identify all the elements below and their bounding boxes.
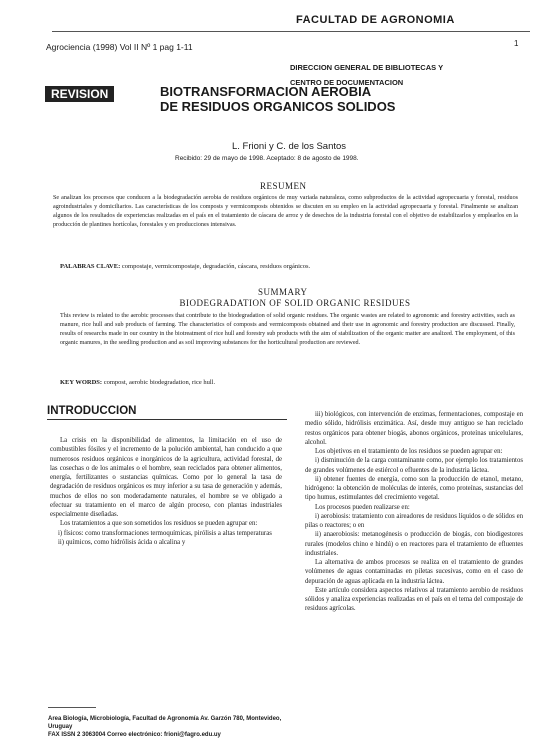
keywords-en-list: compost, aerobic biodegradation, rice hull.	[102, 379, 216, 386]
intro-paragraph: i) disminución de la carga contaminante como, por ejemplo los tratamientos de grandes volúmenes de estiércol o efluentes de la industria láctea.	[305, 457, 523, 474]
intro-list-item: ii) químicos, como hidrólisis ácida o alcalina y	[58, 538, 186, 546]
keywords-es	[60, 263, 520, 270]
title-line-1: BIOTRANSFORMACION AEROBIA	[160, 84, 372, 99]
summary-subheading: BIODEGRADATION OF SOLID ORGANIC RESIDUES	[179, 298, 411, 308]
resumen-heading: RESUMEN	[260, 181, 307, 191]
intro-rule	[47, 419, 287, 420]
summary-text: This review is related to the aerobic processes that contribute to the biodegradation of solid organic residues. The organic wastes are related to agronomic and forestry activities, such as manure, rice hull and sub products of farming. The characteristics of composts and vermicomposts obtained and their use in agronomic and forestry production are discussed. Finally, results of researchs made in our country in the biotreatment of rice hull and forestry sub products with the aim of stabilization of the organic matter are analized. The employment, of this organic manures, in the seedling production and as soil improving substances for the horticultural production are reviewed.	[60, 313, 515, 346]
intro-paragraph: Los tratamientos a que son sometidos los residuos se pueden agrupar en:	[60, 520, 258, 528]
author-affiliation	[48, 715, 288, 739]
library-line-2: CENTRO DE DOCUMENTACION	[290, 78, 404, 87]
summary-heading: SUMMARY	[258, 287, 308, 297]
keywords-es-label: PALABRAS CLAVE:	[60, 263, 121, 270]
intro-left-column	[50, 436, 282, 547]
intro-right-column	[305, 410, 523, 614]
affiliation-line-2: FAX ISSN 2 3063004 Correo electrónico: frioni@fagro.edu.uy	[48, 732, 221, 738]
intro-paragraph: iii) biológicos, con intervención de enzimas, fermentaciones, compostaje en medio sólido, hidrólisis enzimática. Así, desde muy antiguo se han reciclado restos orgánicos para obtener biogás, abonos orgánicos, proteínas unicelulares, alcohol.	[305, 411, 523, 446]
intro-heading: INTRODUCCION	[47, 405, 137, 417]
intro-paragraph: ii) anaerobiosis: metanogénesis o producción de biogás, con biodigestores rurales (modelos chino e hindú) o en reactores para el tratamiento de efluentes industriales.	[305, 531, 523, 557]
page-number: 1	[514, 39, 519, 48]
intro-paragraph: Los procesos pueden realizarse en:	[315, 503, 410, 511]
keywords-es-list: compostaje, vermicompostaje, degradación, cáscara, residuos orgánicos.	[120, 263, 311, 270]
footnote-rule	[48, 707, 96, 708]
intro-paragraph: ii) obtener fuentes de energía, como son la producción de etanol, metano, hidrógeno: la obtención de moléculas de interés, como proteínas, sustancias del tipo humus, estimulantes del crecimiento vegetal.	[305, 475, 523, 502]
received-dates: Recibido: 29 de mayo de 1998. Aceptado: 8 de agosto de 1998.	[175, 155, 359, 162]
affiliation-line-1: Area Biología, Microbiología, Facultad de Agronomía Av. Garzón 780, Montevideo, Uruguay	[48, 716, 282, 730]
title-line-2: DE RESIDUOS ORGANICOS SOLIDOS	[160, 99, 396, 114]
keywords-en	[60, 379, 520, 386]
authors: L. Frioni y C. de los Santos	[232, 141, 347, 152]
faculty-name: FACULTAD DE AGRONOMIA	[296, 14, 455, 26]
library-line-1: DIRECCION GENERAL DE BIBLIOTECAS Y	[290, 63, 444, 72]
header-rule	[52, 31, 530, 32]
intro-list-item: i) físicos: como transformaciones termoquímicas, pirólisis a altas temperaturas	[58, 529, 272, 537]
intro-paragraph: Este artículo considera aspectos relativos al tratamiento aerobio de residuos sólidos y analiza experiencias realizadas en el país en el tema del compostaje de residuos agrícolas.	[305, 586, 523, 613]
intro-paragraph: i) aerobiosis: tratamiento con aireadores de residuos líquidos o de sólidos en pilas o reactores; o en	[305, 512, 523, 529]
keywords-en-label: KEY WORDS:	[60, 379, 103, 386]
intro-paragraph: La alternativa de ambos procesos se realiza en el tratamiento de grandes volúmenes de aguas contaminadas en piletas sucesivas, como en el caso de depuración de aguas aplicada en la industria láctea.	[305, 559, 523, 585]
intro-paragraph: La crisis en la disponibilidad de alimentos, la limitación en el uso de combustibles fósiles y el incremento de la polución ambiental, han conducido a que numerosos residuos orgánicos e inorgánicos de la agricultura, actividad forestal, de las cosechas o de los animales o el hombre, sean reciclados para obtener alimentos, energía, fertilizantes o sustancias químicas. Como por lo general la tasa de degradación de residuos orgánicos es muy inferior a su tasa de generación y además, muchos de ellos no son moderadamente naturales, el hombre se ve obligado a efectuar su tratamiento en el marco de algún proceso, con plantas industriales especialmente diseñadas.	[50, 437, 282, 518]
intro-paragraph: Los objetivos en el tratamiento de los residuos se pueden agrupar en:	[315, 448, 503, 455]
resumen-text: Se analizan los procesos que conducen a la biodegradación aerobia de residuos orgánicos de muy variada naturaleza, como subproductos de la actividad agropecuaria y forestal, residuos agroindustriales y domiciliarios. Las características de los composts y vermicomposts obtenidos se discuten en su empleo en la actividad agropecuaria y forestal. Finalmente se analizan algunos de los resultados de experiencias realizadas en el país en el tratamiento de cáscara de arroz y de desechos de la industria forestal con el objetivo de estabilizarlos y emplearlos en la producción de plantines hortícolas, forestales y en producciones intensivas.	[53, 195, 518, 228]
journal-reference: Agrociencia (1998) Vol II Nº 1 pag 1-11	[46, 42, 193, 52]
article-type-badge: REVISION	[45, 86, 114, 102]
article-title	[160, 84, 520, 114]
